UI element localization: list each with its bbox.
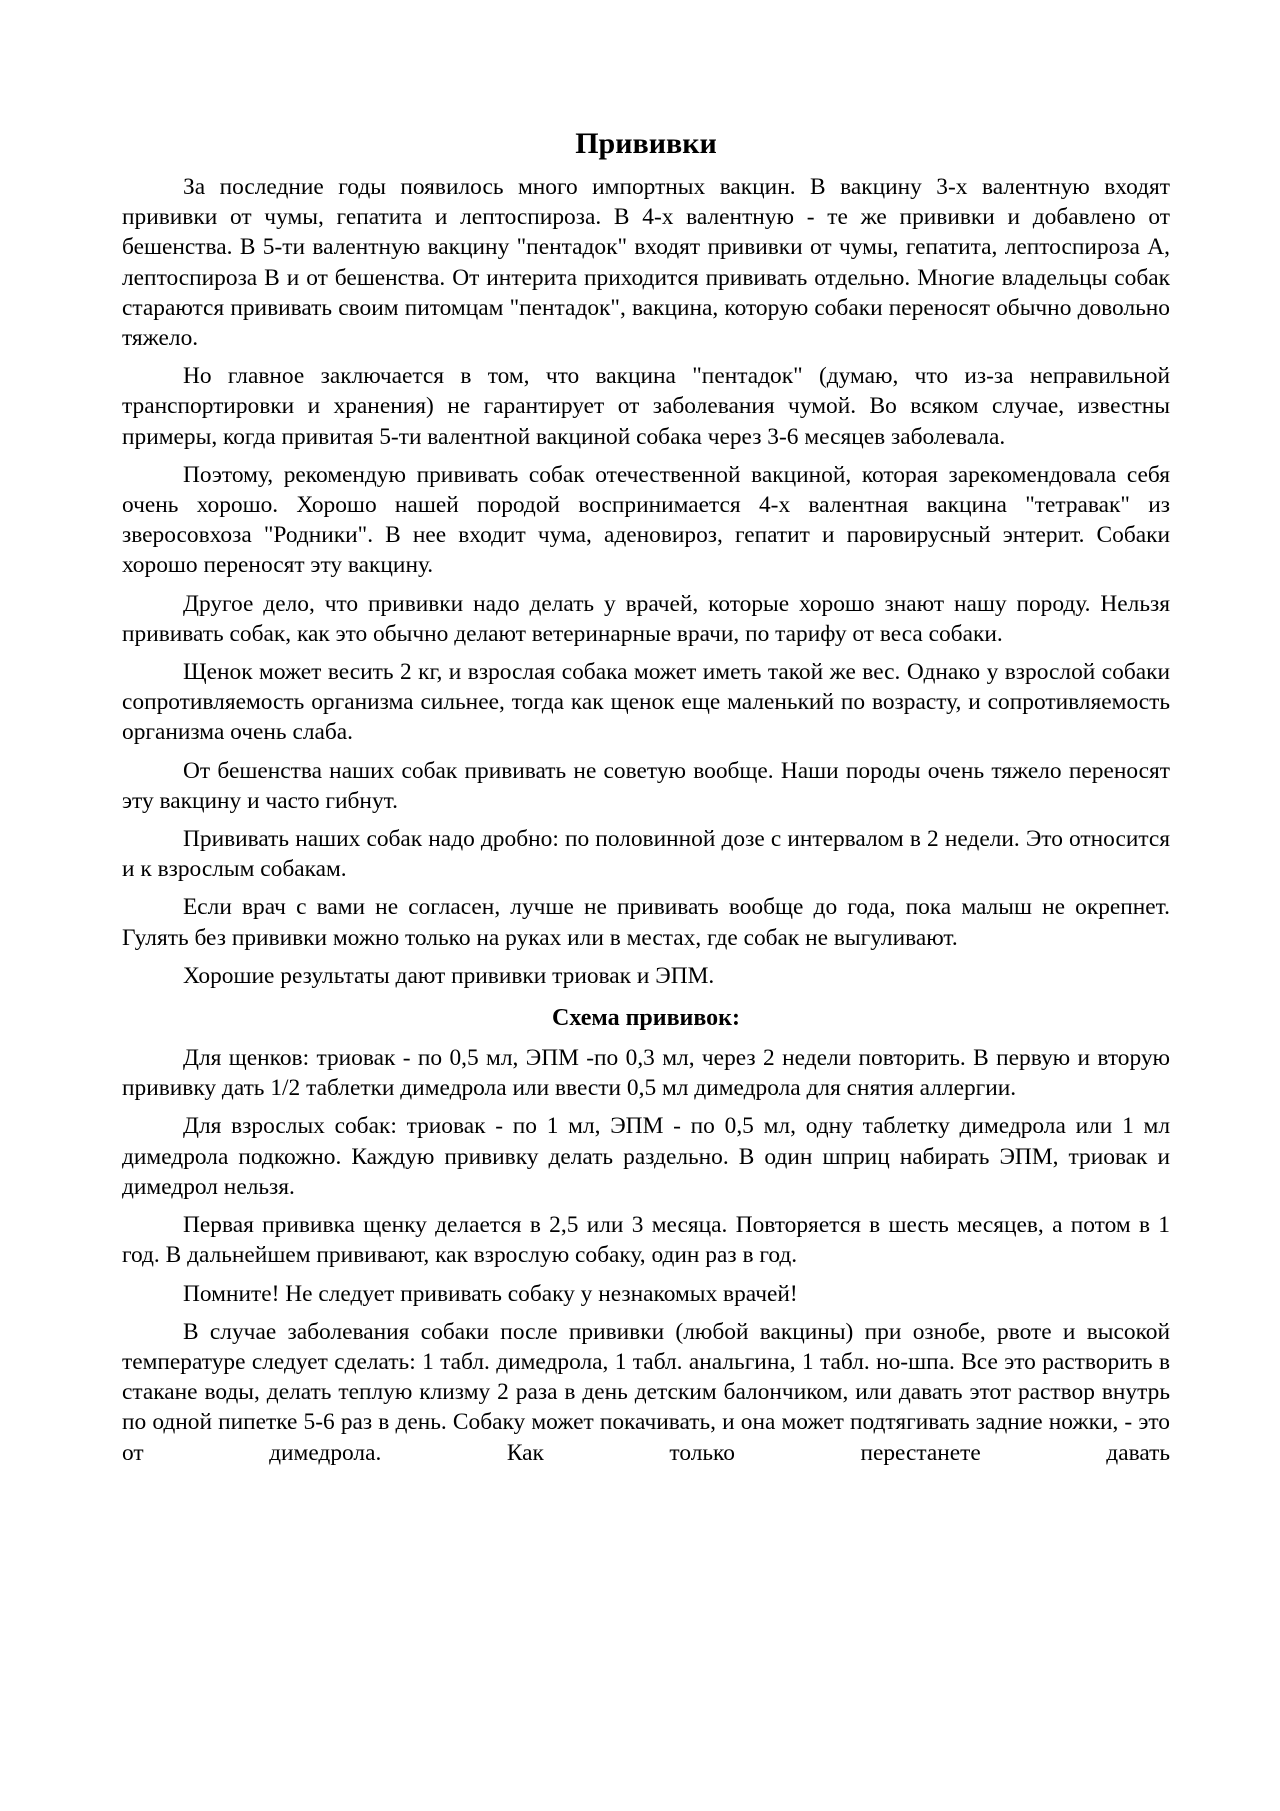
paragraph: Прививать наших собак надо дробно: по половинной дозе с интервалом в 2 недели. Это относится и к взрослым собакам.: [122, 826, 1170, 883]
paragraph: Если врач с вами не согласен, лучше не прививать вообще до года, пока малыш не окрепнет. Гулять без прививки можно только на руках или в местах, где собак не выгуливают.: [122, 894, 1170, 951]
paragraph: Первая прививка щенку делается в 2,5 или 3 месяца. Повторяется в шесть месяцев, а потом в 1 год. В дальнейшем прививают, как взрослую собаку, один раз в год.: [122, 1212, 1170, 1269]
paragraph: От бешенства наших собак прививать не советую вообще. Наши породы очень тяжело переносят эту вакцину и часто гибнут.: [122, 757, 1170, 814]
section-heading: Схема прививок:: [552, 1005, 740, 1032]
page-title: Прививки: [575, 127, 717, 160]
paragraph: Другое дело, что прививки надо делать у врачей, которые хорошо знают нашу породу. Нельзя прививать собак, как это обычно делают ветеринарные врачи, по тарифу от веса собаки.: [122, 590, 1170, 647]
paragraph: В случае заболевания собаки после прививки (любой вакцины) при ознобе, рвоте и высокой температуре следует сделать: 1 табл. димедрола, 1 табл. анальгина, 1 табл. но-шпа. Все это растворить в стакане воды, делать теплую клизму 2 раза в день детским балончиком, или давать этот раствор внутрь по одной пипетке 5-6 раз в день. Собаку может покачивать, и она может подтягивать задние ножки, - это от димедрола. Как только перестанете давать: [122, 1318, 1170, 1466]
paragraph: Помните! Не следует прививать собаку у незнакомых врачей!: [183, 1280, 798, 1307]
document-body: [122, 122, 1170, 1468]
paragraph: Поэтому, рекомендую прививать собак отечественной вакциной, которая зарекомендовала себя очень хорошо. Хорошо нашей породой воспринимается 4-х валентная вакцина "тетравак" из зверосовхоза "Родники". В нее входит чума, аденовироз, гепатит и паровирусный энтерит. Собаки хорошо переносят эту вакцину.: [122, 461, 1170, 579]
paragraph: Щенок может весить 2 кг, и взрослая собака может иметь такой же вес. Однако у взрослой собаки сопротивляемость организма сильнее, тогда как щенок еще маленький по возрасту, и сопротивляемость организма очень слаба.: [122, 659, 1170, 746]
paragraph: Для щенков: триовак - по 0,5 мл, ЭПМ -по 0,3 мл, через 2 недели повторить. В первую и вторую прививку дать 1/2 таблетки димедрола или ввести 0,5 мл димедрола для снятия аллергии.: [122, 1045, 1170, 1102]
paragraph: Хорошие результаты дают прививки триовак и ЭПМ.: [183, 962, 715, 989]
paragraph: Для взрослых собак: триовак - по 1 мл, ЭПМ - по 0,5 мл, одну таблетку димедрола или 1 мл димедрола подкожно. Каждую прививку делать раздельно. В один шприц набирать ЭПМ, триовак и димедрол нельзя.: [122, 1113, 1170, 1200]
paragraph: Но главное заключается в том, что вакцина "пентадок" (думаю, что из-за неправильной транспортировки и хранения) не гарантирует от заболевания чумой. Во всяком случае, известны примеры, когда привитая 5-ти валентной вакциной собака через 3-6 месяцев заболевала.: [122, 363, 1170, 450]
paragraph: За последние годы появилось много импортных вакцин. В вакцину 3-х валентную входят прививки от чумы, гепатита и лептоспироза. В 4-х валентную - те же прививки и добавлено от бешенства. В 5-ти валентную вакцину "пентадок" входят прививки от чумы, гепатита, лептоспироза А, лептоспироза В и от бешенства. От интерита приходится прививать отдельно. Многие владельцы собак стараются прививать своим питомцам "пентадок", вакцина, которую собаки переносят обычно довольно тяжело.: [122, 174, 1170, 352]
